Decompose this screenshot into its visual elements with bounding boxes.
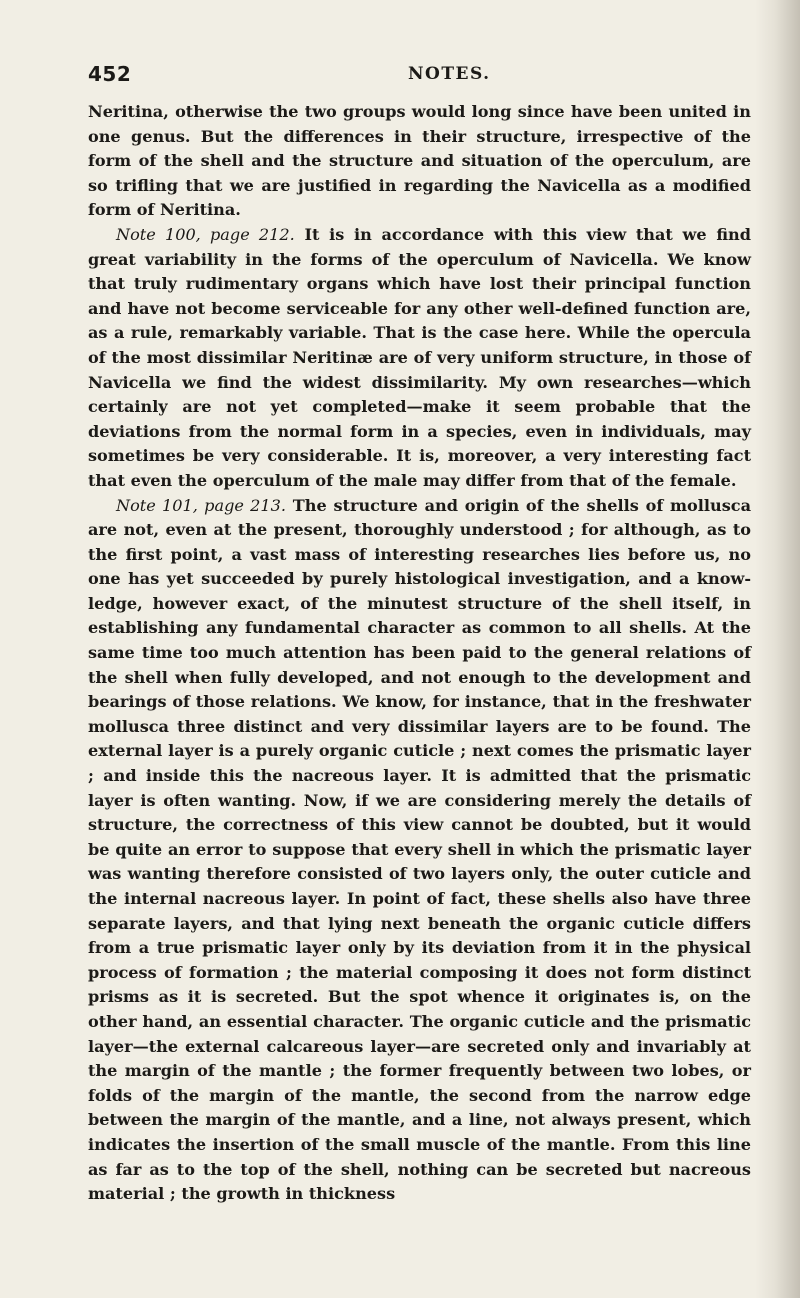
page-header — [88, 62, 748, 92]
paragraph-text: It is in accordance with this view that we find great variability in the forms of the operculum of Navicella. We know that truly rudimentary organs which have lost their principal function and have not become serviceable for any other well-defined function are, as a rule, remarkably variable. That is the case here. While the opercula of the most dissimilar Neritinæ are of very uniform structure, in those of Navicella we find the widest dissimilarity. My own researches—which certainly are not yet completed—make it seem probable that the deviations from the normal form in a species, even in individuals, may sometimes be very considerable. It is, moreover, a very interesting fact that even the operculum of the male may differ from that of the female. — [88, 224, 751, 490]
note-label: Note 101, page 213. — [116, 495, 287, 515]
body-text — [88, 100, 751, 1207]
paragraph-note-100 — [88, 223, 751, 494]
paragraph-note-101 — [88, 494, 751, 1207]
paragraph-text: Neritina, otherwise the two groups would long since have been united in one genus. But the differences in their structure, irrespective of the form of the shell and the structure and situation of the operculum, are so trifling that we are justified in regarding the Navicella as a modified form of Neritina. — [88, 102, 751, 220]
paragraph-continuation — [88, 100, 751, 223]
running-head: NOTES. — [408, 64, 491, 84]
paragraph-text: The structure and origin of the shells of mollusca are not, even at the present, thoroughly understood ; for although, as to the first point, a vast mass of interesting researches lies before us, no one has yet succeeded by purely histological investigation, and a knowledge, however exact, of the minutest structure of the shell itself, in establishing any fundamental character as common to all shells. At the same time too much attention has been paid to the general relations of the shell when fully developed, and not enough to the development and bearings of those relations. We know, for instance, that in the freshwater mollusca three distinct and very dissimilar layers are to be found. The external layer is a purely organic cuticle ; next comes the prismatic layer ; and inside this the nacreous layer. It is admitted that the prismatic layer is often wanting. Now, if we are considering merely the details of structure, the correctness of this view cannot be doubted, but it would be quite an error to suppose that every shell in which the prismatic layer was wanting therefore consisted of two layers only, the outer cuticle and the internal nacreous layer. In point of fact, these shells also have three separate layers, and that lying next beneath the organic cuticle differs from a true prismatic layer only by its deviation from it in the physical process of formation ; the material composing it does not form distinct prisms as it is secreted. But the spot whence it originates is, on the other hand, an essential character. The organic cuticle and the prismatic layer—the external calcareous layer—are secreted only and invariably at the margin of the mantle ; the former frequently between two lobes, or folds of the margin of the mantle, the second from the narrow edge between the margin of the mantle, and a line, not always present, which indicates the insertion of the small muscle of the mantle. From this line as far as to the top of the shell, nothing can be secreted but nacreous material ; the growth in thickness — [88, 495, 751, 1204]
note-label: Note 100, page 212. — [116, 224, 295, 244]
page-number: 452 — [88, 62, 132, 86]
